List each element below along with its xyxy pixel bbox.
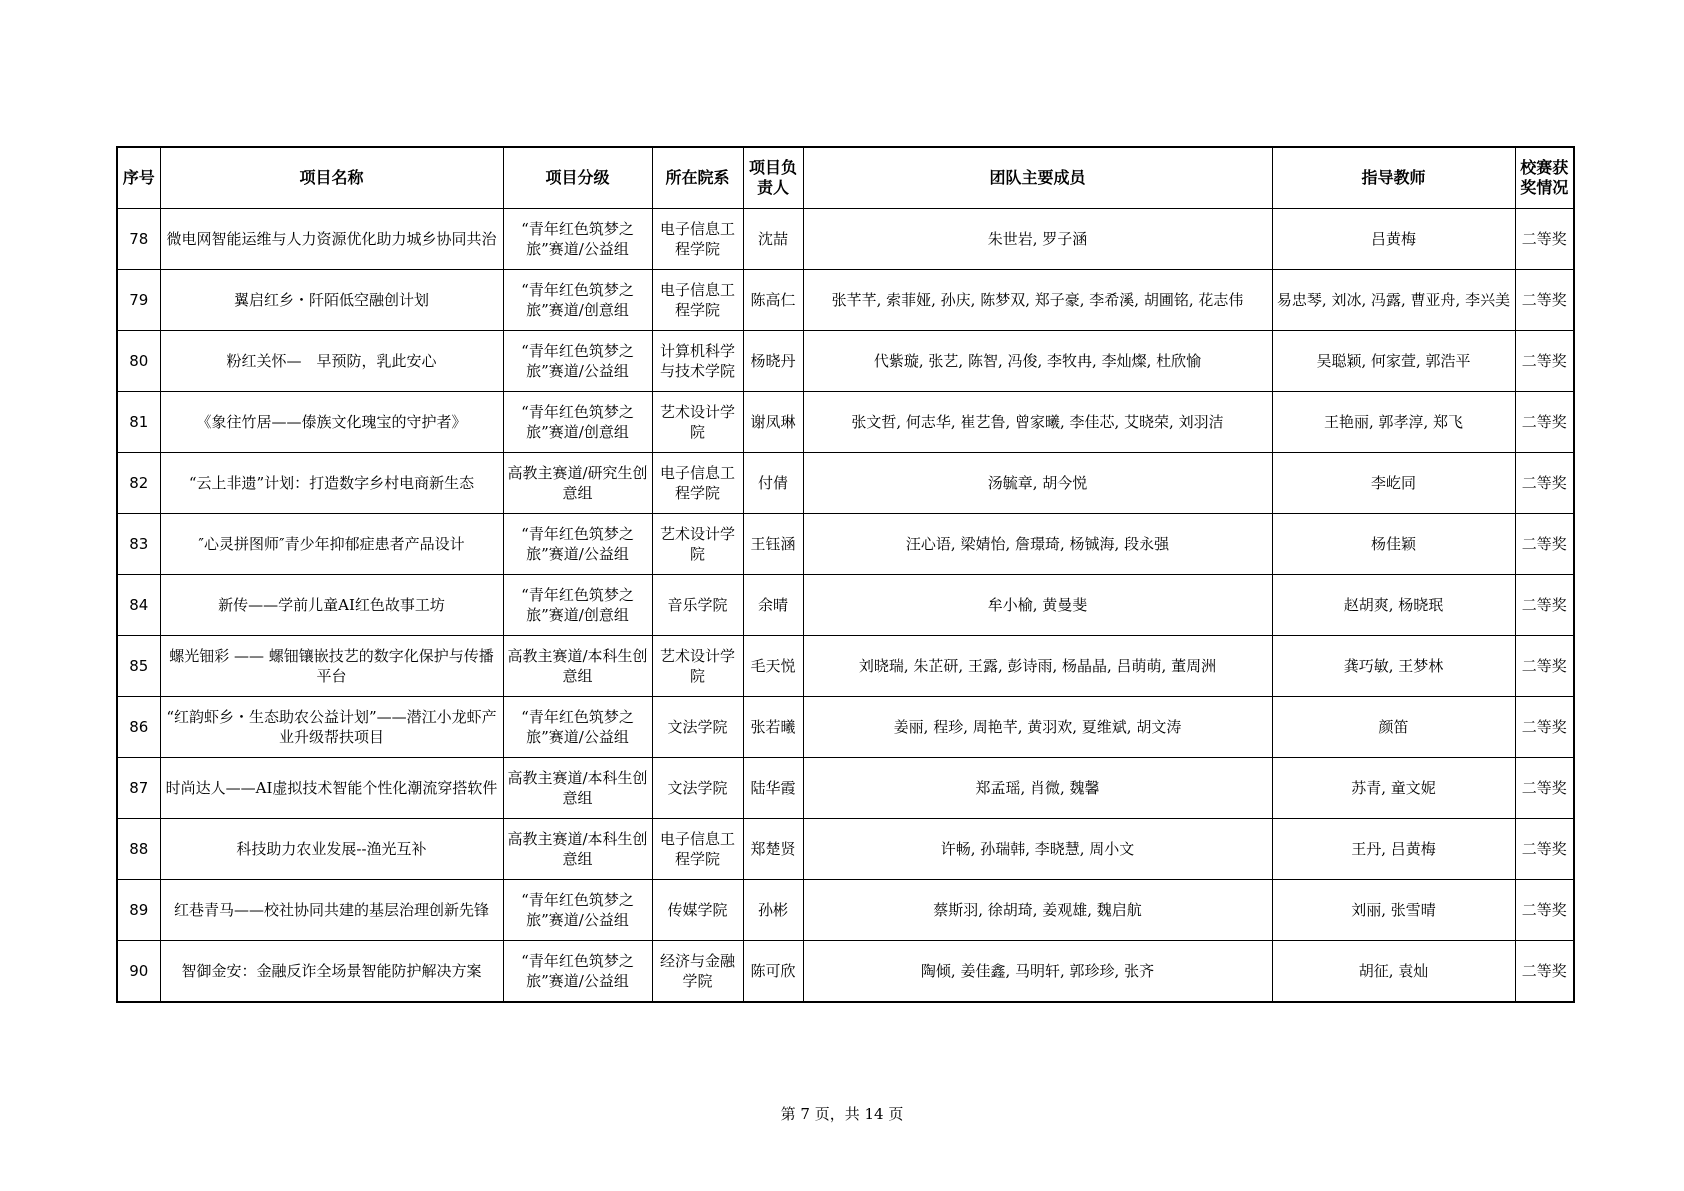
- header-members: 团队主要成员: [803, 147, 1272, 209]
- cell-category: “青年红色筑梦之旅”赛道/创意组: [503, 270, 652, 331]
- cell-category: “青年红色筑梦之旅”赛道/公益组: [503, 514, 652, 575]
- cell-award: 二等奖: [1515, 453, 1574, 514]
- table-row: [117, 392, 1574, 453]
- cell-leader: 郑楚贤: [743, 819, 803, 880]
- page-footer: 第 7 页，共 14 页: [780, 1105, 904, 1123]
- cell-seq: 79: [117, 270, 160, 331]
- cell-teachers: 胡征, 袁灿: [1272, 941, 1515, 1003]
- table-body: [117, 209, 1574, 1003]
- cell-award: 二等奖: [1515, 697, 1574, 758]
- cell-award: 二等奖: [1515, 880, 1574, 941]
- cell-category: “青年红色筑梦之旅”赛道/公益组: [503, 880, 652, 941]
- cell-members: 蔡斯羽, 徐胡琦, 姜观雄, 魏启航: [803, 880, 1272, 941]
- table-row: [117, 209, 1574, 270]
- cell-category: “青年红色筑梦之旅”赛道/公益组: [503, 209, 652, 270]
- cell-members: 牟小榆, 黄曼斐: [803, 575, 1272, 636]
- table-row: [117, 514, 1574, 575]
- cell-category: 高教主赛道/本科生创意组: [503, 819, 652, 880]
- cell-award: 二等奖: [1515, 514, 1574, 575]
- cell-seq: 85: [117, 636, 160, 697]
- header-teachers: 指导教师: [1272, 147, 1515, 209]
- cell-award: 二等奖: [1515, 636, 1574, 697]
- cell-award: 二等奖: [1515, 758, 1574, 819]
- table-row: [117, 941, 1574, 1003]
- cell-category: “青年红色筑梦之旅”赛道/公益组: [503, 331, 652, 392]
- cell-award: 二等奖: [1515, 941, 1574, 1003]
- cell-project-name: ″心灵拼图师″青少年抑郁症患者产品设计: [160, 514, 503, 575]
- cell-project-name: “云上非遗”计划：打造数字乡村电商新生态: [160, 453, 503, 514]
- table-row: [117, 758, 1574, 819]
- cell-leader: 谢凤琳: [743, 392, 803, 453]
- cell-college: 音乐学院: [652, 575, 743, 636]
- cell-leader: 孙彬: [743, 880, 803, 941]
- cell-members: 汪心语, 梁婧怡, 詹璟琦, 杨铖海, 段永强: [803, 514, 1272, 575]
- cell-project-name: 科技助力农业发展--渔光互补: [160, 819, 503, 880]
- table-row: [117, 270, 1574, 331]
- cell-members: 代紫璇, 张艺, 陈智, 冯俊, 李牧冉, 李灿燦, 杜欣愉: [803, 331, 1272, 392]
- cell-leader: 陈可欣: [743, 941, 803, 1003]
- cell-project-name: 螺光钿彩 —— 螺钿镶嵌技艺的数字化保护与传播平台: [160, 636, 503, 697]
- cell-college: 艺术设计学院: [652, 636, 743, 697]
- cell-project-name: 《象往竹居——傣族文化瑰宝的守护者》: [160, 392, 503, 453]
- table-row: [117, 453, 1574, 514]
- cell-award: 二等奖: [1515, 209, 1574, 270]
- cell-seq: 84: [117, 575, 160, 636]
- cell-college: 文法学院: [652, 697, 743, 758]
- cell-award: 二等奖: [1515, 331, 1574, 392]
- cell-members: 郑孟瑶, 肖微, 魏馨: [803, 758, 1272, 819]
- cell-college: 电子信息工程学院: [652, 209, 743, 270]
- cell-seq: 78: [117, 209, 160, 270]
- cell-leader: 张若曦: [743, 697, 803, 758]
- cell-college: 经济与金融学院: [652, 941, 743, 1003]
- cell-leader: 付倩: [743, 453, 803, 514]
- cell-category: “青年红色筑梦之旅”赛道/公益组: [503, 697, 652, 758]
- table-row: [117, 697, 1574, 758]
- cell-college: 文法学院: [652, 758, 743, 819]
- cell-award: 二等奖: [1515, 392, 1574, 453]
- cell-teachers: 赵胡爽, 杨晓珉: [1272, 575, 1515, 636]
- table-row: [117, 819, 1574, 880]
- cell-members: 汤毓章, 胡今悦: [803, 453, 1272, 514]
- cell-seq: 86: [117, 697, 160, 758]
- cell-members: 陶倾, 姜佳鑫, 马明轩, 郭珍珍, 张齐: [803, 941, 1272, 1003]
- cell-teachers: 苏青, 童文妮: [1272, 758, 1515, 819]
- cell-seq: 83: [117, 514, 160, 575]
- cell-category: “青年红色筑梦之旅”赛道/公益组: [503, 941, 652, 1003]
- cell-award: 二等奖: [1515, 819, 1574, 880]
- header-name: 项目名称: [160, 147, 503, 209]
- cell-seq: 90: [117, 941, 160, 1003]
- cell-seq: 82: [117, 453, 160, 514]
- cell-seq: 80: [117, 331, 160, 392]
- cell-leader: 陆华霞: [743, 758, 803, 819]
- header-seq: 序号: [117, 147, 160, 209]
- cell-leader: 王钰涵: [743, 514, 803, 575]
- header-row: [117, 147, 1574, 209]
- cell-leader: 沈喆: [743, 209, 803, 270]
- cell-members: 张文哲, 何志华, 崔艺鲁, 曾家曦, 李佳芯, 艾晓荣, 刘羽洁: [803, 392, 1272, 453]
- cell-seq: 87: [117, 758, 160, 819]
- table-row: [117, 636, 1574, 697]
- cell-teachers: 王艳丽, 郭孝淳, 郑飞: [1272, 392, 1515, 453]
- cell-category: “青年红色筑梦之旅”赛道/创意组: [503, 392, 652, 453]
- header-award: 校赛获奖情况: [1515, 147, 1574, 209]
- cell-teachers: 颜笛: [1272, 697, 1515, 758]
- cell-leader: 毛天悦: [743, 636, 803, 697]
- cell-college: 计算机科学与技术学院: [652, 331, 743, 392]
- cell-project-name: 翼启红乡・阡陌低空融创计划: [160, 270, 503, 331]
- cell-leader: 杨晓丹: [743, 331, 803, 392]
- cell-college: 电子信息工程学院: [652, 270, 743, 331]
- award-table: [116, 146, 1575, 1003]
- cell-teachers: 吕黄梅: [1272, 209, 1515, 270]
- cell-seq: 89: [117, 880, 160, 941]
- cell-award: 二等奖: [1515, 270, 1574, 331]
- cell-project-name: 粉红关怀— 早预防，乳此安心: [160, 331, 503, 392]
- cell-leader: 陈高仁: [743, 270, 803, 331]
- cell-teachers: 李屹同: [1272, 453, 1515, 514]
- cell-members: 张芊芊, 索菲娅, 孙庆, 陈梦双, 郑子豪, 李希溪, 胡圃铭, 花志伟: [803, 270, 1272, 331]
- cell-members: 姜丽, 程珍, 周艳芊, 黄羽欢, 夏维斌, 胡文涛: [803, 697, 1272, 758]
- cell-teachers: 王丹, 吕黄梅: [1272, 819, 1515, 880]
- cell-award: 二等奖: [1515, 575, 1574, 636]
- cell-project-name: 智御金安：金融反诈全场景智能防护解决方案: [160, 941, 503, 1003]
- cell-seq: 81: [117, 392, 160, 453]
- cell-project-name: 时尚达人——AI虚拟技术智能个性化潮流穿搭软件: [160, 758, 503, 819]
- header-category: 项目分级: [503, 147, 652, 209]
- cell-category: 高教主赛道/研究生创意组: [503, 453, 652, 514]
- cell-members: 刘晓瑞, 朱芷研, 王露, 彭诗雨, 杨晶晶, 吕萌萌, 董周洲: [803, 636, 1272, 697]
- table-row: [117, 331, 1574, 392]
- cell-college: 电子信息工程学院: [652, 819, 743, 880]
- header-college: 所在院系: [652, 147, 743, 209]
- cell-teachers: 吴聪颖, 何家萱, 郭浩平: [1272, 331, 1515, 392]
- cell-project-name: “红韵虾乡・生态助农公益计划”——潜江小龙虾产业升级帮扶项目: [160, 697, 503, 758]
- cell-college: 电子信息工程学院: [652, 453, 743, 514]
- table-row: [117, 880, 1574, 941]
- cell-teachers: 易忠琴, 刘冰, 冯露, 曹亚舟, 李兴美: [1272, 270, 1515, 331]
- cell-college: 艺术设计学院: [652, 392, 743, 453]
- cell-project-name: 新传——学前儿童AI红色故事工坊: [160, 575, 503, 636]
- cell-teachers: 刘丽, 张雪晴: [1272, 880, 1515, 941]
- cell-project-name: 微电网智能运维与人力资源优化助力城乡协同共治: [160, 209, 503, 270]
- cell-category: “青年红色筑梦之旅”赛道/创意组: [503, 575, 652, 636]
- cell-seq: 88: [117, 819, 160, 880]
- cell-college: 传媒学院: [652, 880, 743, 941]
- cell-project-name: 红巷青马——校社协同共建的基层治理创新先锋: [160, 880, 503, 941]
- cell-teachers: 龚巧敏, 王梦林: [1272, 636, 1515, 697]
- cell-leader: 余晴: [743, 575, 803, 636]
- header-leader: 项目负责人: [743, 147, 803, 209]
- table-row: [117, 575, 1574, 636]
- cell-college: 艺术设计学院: [652, 514, 743, 575]
- cell-teachers: 杨佳颖: [1272, 514, 1515, 575]
- cell-members: 许畅, 孙瑞韩, 李晓慧, 周小文: [803, 819, 1272, 880]
- cell-category: 高教主赛道/本科生创意组: [503, 758, 652, 819]
- cell-category: 高教主赛道/本科生创意组: [503, 636, 652, 697]
- cell-members: 朱世岩, 罗子涵: [803, 209, 1272, 270]
